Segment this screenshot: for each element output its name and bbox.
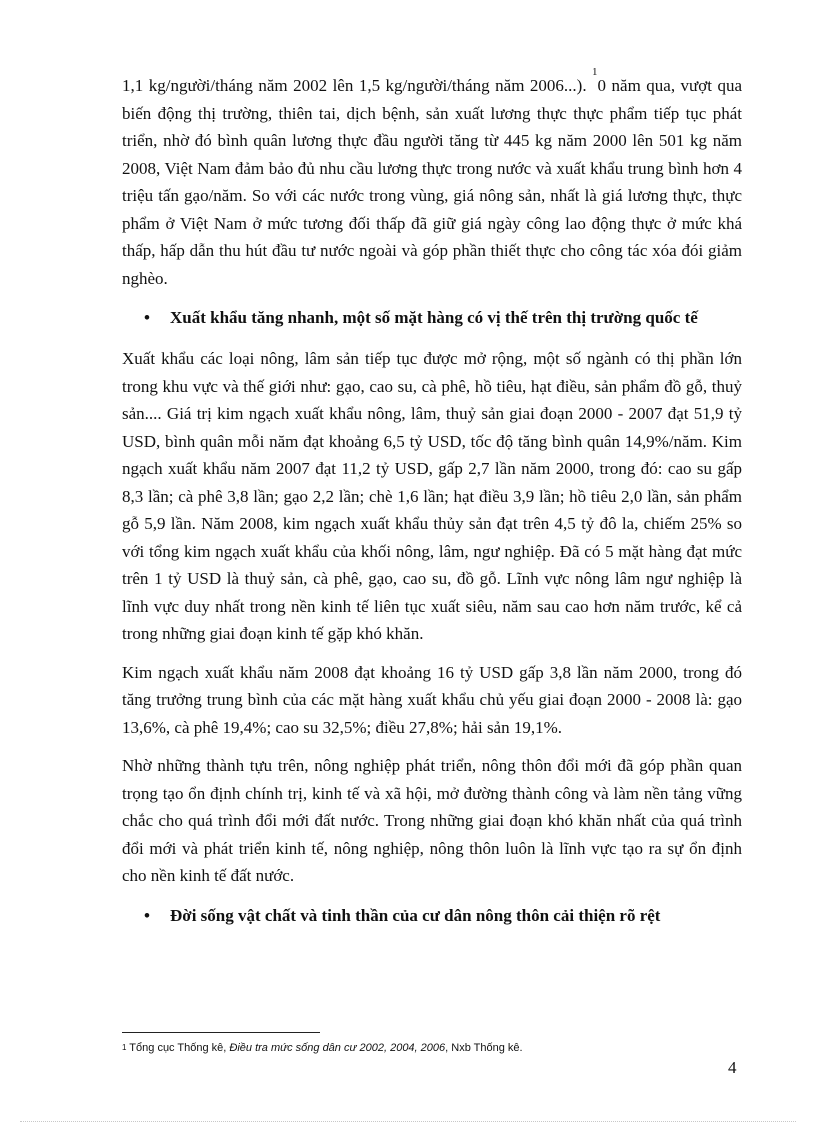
footnote-title: Điều tra mức sống dân cư 2002, 2004, 2006 [229, 1042, 446, 1054]
page-body [122, 66, 742, 943]
bullet-heading-living-standards [122, 901, 742, 930]
footnote [122, 1041, 742, 1055]
footnote-text: Tổng cục Thống kê, [126, 1042, 230, 1054]
bullet-heading-text: Xuất khẩu tăng nhanh, một số mặt hàng có vị thế trên thị trường quốc tế [170, 308, 698, 327]
paragraph-food-production [122, 66, 742, 292]
footnote-text: , Nxb Thống kê. [445, 1042, 523, 1054]
bullet-heading-text: Đời sống vật chất và tinh thần của cư dân nông thôn cải thiện rõ rệt [170, 905, 661, 925]
paragraph-export-growth: Xuất khẩu các loại nông, lâm sản tiếp tục được mở rộng, một số ngành có thị phần lớn trong khu vực và thế giới như: gạo, cao su, cà phê, hồ tiêu, hạt điều, sản phẩm đồ gỗ, thuỷ sản.... Giá trị kim ngạch xuất khẩu nông, lâm, thuỷ sản giai đoạn 2000 - 2007 đạt 51,9 tỷ USD, bình quân mỗi năm đạt khoảng 6,5 tỷ USD, tốc độ tăng bình quân 14,9%/năm. Kim ngạch xuất khẩu năm 2007 đạt 11,2 tỷ USD, gấp 2,7 lần năm 2000, trong đó: cao su gấp 8,3 lần; cà phê 3,8 lần; gạo 2,2 lần; chè 1,6 lần; hạt điều 3,9 lần; hồ tiêu 2,0 lần, sản phẩm gỗ 5,9 lần. Năm 2008, kim ngạch xuất khẩu thủy sản đạt trên 4,5 tỷ đô la, chiếm 25% so với tổng kim ngạch xuất khẩu của khối nông, lâm, ngư nghiệp. Đã có 5 mặt hàng đạt mức trên 1 tỷ USD là thuỷ sản, cà phê, gạo, cao su, đồ gỗ. Lĩnh vực nông lâm ngư nghiệp là lĩnh vực duy nhất trong nền kinh tế liên tục xuất siêu, năm sau cao hơn năm trước, kể cả trong những giai đoạn kinh tế gặp khó khăn. [122, 349, 742, 643]
footnote-reference[interactable]: 1 [592, 66, 598, 78]
paragraph-export-2008: Kim ngạch xuất khẩu năm 2008 đạt khoảng 16 tỷ USD gấp 3,8 lần năm 2000, trong đó tăng trưởng trung bình của các mặt hàng xuất khẩu chủ yếu giai đoạn 2000 - 2008 là: gạo 13,6%, cà phê 19,4%; cao su 32,5%; điều 27,8%; hải sản 19,1%. [122, 662, 742, 737]
bullet-icon: • [144, 308, 150, 327]
bullet-heading-exports [122, 303, 742, 332]
bullet-icon: • [144, 905, 150, 925]
page-number: 4 [728, 1058, 737, 1077]
paragraph-text: 1,1 kg/người/tháng năm 2002 lên 1,5 kg/người/tháng năm 2006...). [122, 76, 593, 95]
footnote-separator [122, 1032, 320, 1033]
paragraph-achievements: Nhờ những thành tựu trên, nông nghiệp phát triển, nông thôn đổi mới đã góp phần quan trọng tạo ổn định chính trị, kinh tế và xã hội, mở đường thành công và làm nền tảng vững chắc cho quá trình đổi mới đất nước. Trong những giai đoạn khó khăn nhất của quá trình đổi mới và phát triển kinh tế, nông nghiệp, nông thôn luôn là lĩnh vực tạo ra sự ổn định cho nền kinh tế đất nước. [122, 756, 742, 885]
page-boundary-divider [20, 1121, 796, 1122]
footnote-number: 1 [122, 1043, 127, 1052]
paragraph-text: 0 năm qua, vượt qua biến động thị trường, thiên tai, dịch bệnh, sản xuất lương thực thực phẩm tiếp tục phát triển, nhờ đó bình quân lương thực đầu người tăng từ 445 kg năm 2000 lên 501 kg năm 2008, Việt Nam đảm bảo đủ nhu cầu lương thực trong nước và xuất khẩu trung bình hơn 4 triệu tấn gạo/năm. So với các nước trong vùng, giá nông sản, nhất là giá lương thực, thực phẩm ở Việt Nam ở mức tương đối thấp đã giữ giá ngày công lao động thực ở mức khá thấp, hấp dẫn thu hút đầu tư nước ngoài và góp phần thiết thực cho công tác xóa đói giảm nghèo. [122, 76, 742, 288]
